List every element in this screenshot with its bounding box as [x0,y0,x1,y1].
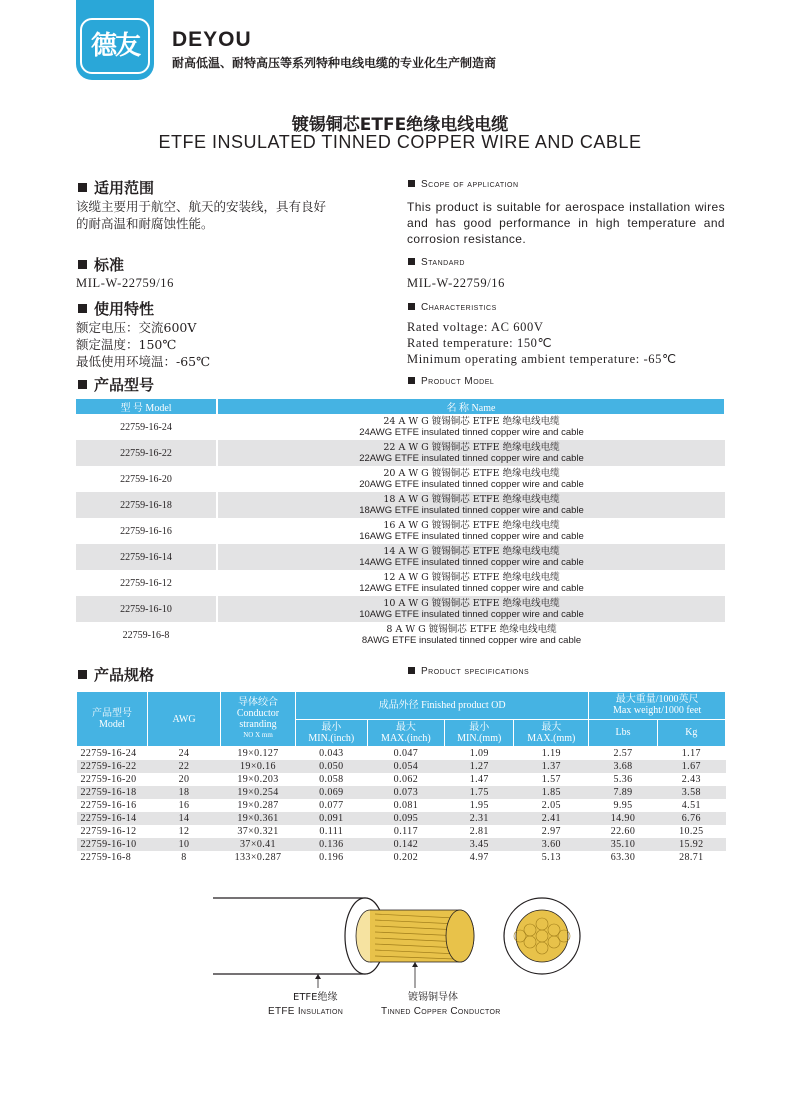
spec-max-mm: 1.37 [514,760,589,773]
spec-min-inch: 0.111 [319,826,344,837]
spec-max-inch-header [367,719,445,747]
conductor-label-en: Tinned Copper Conductor [381,1006,501,1017]
characteristic-cn: 最低使用环境温：-65℃ [76,354,211,369]
model-row [76,544,725,570]
page-title-en: ETFE INSULATED TINNED COPPER WIRE AND CABLE [158,132,642,152]
insulation-label-cn: ETFE绝缘 [293,992,338,1003]
characteristics-heading-en: Characteristics [408,302,497,313]
spec-conductor-header-en1: Conductor [236,708,280,719]
logo: 德友 [80,18,150,74]
model-name [217,570,725,596]
spec-model-header [77,692,148,747]
spec-lbs: 35.10 [589,838,657,851]
spec-stranding: 19×0.127 [237,748,279,759]
spec-max-mm: 1.85 [514,786,589,799]
model-row [76,466,725,492]
model-row [76,596,725,622]
model-name [217,518,725,544]
spec-awg: 18 [148,786,221,799]
scope-heading-en: Scope of application [408,179,519,190]
model-name [217,466,725,492]
standard-value-cn: MIL-W-22759/16 [76,276,174,290]
conductor-label-cn: 镀锡铜导体 [408,992,458,1003]
spec-max-inch: 0.095 [367,812,445,825]
spec-stranding: 37×0.321 [237,826,279,837]
spec-min-mm: 3.45 [445,838,514,851]
spec-max-mm: 1.19 [541,748,561,759]
model-name-cn: 10 A W G 镀锡铜芯 ETFE 绝缘电线电缆 [383,598,560,609]
characteristic-en: Minimum operating ambient temperature: -65℃ [407,352,677,366]
spec-row [77,825,726,838]
model-name-cn: 20 A W G 镀锡铜芯 ETFE 绝缘电线电缆 [383,468,560,479]
spec-conductor-header [221,692,296,747]
cable-cross-section [504,898,580,974]
model-name [217,492,725,518]
spec-row [77,747,726,761]
spec-row [77,786,726,799]
page-title-cn: 镀锡铜芯ETFE绝缘电线电缆 [291,115,509,135]
spec-row [77,838,726,851]
spec-max-inch: 0.054 [367,760,445,773]
spec-max-mm-cn: 最大 [541,721,562,733]
model-name-cn: 12 A W G 镀锡铜芯 ETFE 绝缘电线电缆 [383,572,560,583]
spec-table [76,691,726,864]
spec-model: 22759-16-24 [80,748,137,759]
spec-weight-header-cn: 最大重量/1000英尺 [615,694,699,706]
spec-max-inch-cn: 最大 [395,721,416,733]
conductor-pointer [412,962,418,988]
spec-kg-header: Kg [657,719,725,747]
spec-max-inch: 0.117 [393,826,418,837]
spec-kg: 10.25 [679,826,704,837]
model-row [76,492,725,518]
spec-max-inch: 0.073 [367,786,445,799]
spec-row [77,760,726,773]
spec-min-inch: 0.077 [319,800,344,811]
model-name-cn: 8 A W G 镀锡铜芯 ETFE 绝缘电线电缆 [386,624,557,635]
spec-row [77,851,726,864]
model-row [76,622,725,648]
spec-max-mm-header [514,719,589,747]
model-name [217,622,725,648]
model-col-header: 型 号 Model [76,399,217,414]
spec-max-mm: 2.41 [514,812,589,825]
spec-kg: 4.51 [681,800,701,811]
model-name-cn: 24 A W G 镀锡铜芯 ETFE 绝缘电线电缆 [383,416,560,427]
spec-kg: 15.92 [657,838,725,851]
spec-awg: 8 [181,852,187,863]
model-code: 22759-16-8 [76,622,217,648]
spec-min-inch-header [296,719,368,747]
model-code: 22759-16-20 [76,466,217,492]
spec-min-inch: 0.091 [296,812,368,825]
model-heading-en: Product Model [408,376,494,387]
spec-max-inch: 0.062 [393,774,419,785]
spec-lbs: 3.68 [589,760,657,773]
characteristic-cn: 额定电压：交流600V [76,320,197,335]
spec-min-mm-en: MIN.(mm) [457,732,502,744]
characteristic-cn: 额定温度：150℃ [76,337,177,352]
characteristics-heading-cn: 使用特性 [78,298,154,319]
model-code: 22759-16-22 [76,440,217,466]
scope-text-cn [76,198,376,232]
spec-awg: 10 [148,838,221,851]
spec-model: 22759-16-14 [77,812,148,825]
scope-text-cn-line2: 的耐高温和耐腐蚀性能。 [76,216,214,231]
model-code: 22759-16-12 [76,570,217,596]
spec-lbs: 2.57 [613,748,633,759]
spec-max-inch: 0.142 [367,838,445,851]
spec-min-mm: 4.97 [469,852,489,863]
spec-model: 22759-16-18 [77,786,148,799]
brand-name: DEYOU [172,28,252,51]
model-name-en: 18AWG ETFE insulated tinned copper wire and cable [359,505,584,516]
spec-min-mm: 1.75 [445,786,514,799]
model-code: 22759-16-16 [76,518,217,544]
spec-stranding: 19×0.287 [237,800,279,811]
model-name-en: 14AWG ETFE insulated tinned copper wire and cable [359,557,584,568]
spec-stranding: 37×0.41 [221,838,296,851]
spec-kg: 28.71 [679,852,704,863]
spec-awg: 24 [178,748,190,759]
cable-side-view [213,898,474,974]
spec-stranding: 19×0.361 [221,812,296,825]
spec-max-inch: 0.081 [393,800,419,811]
model-name [217,440,725,466]
spec-max-mm-en: MAX.(mm) [527,732,576,744]
model-row [76,570,725,596]
spec-model: 22759-16-20 [80,774,137,785]
model-name-en: 10AWG ETFE insulated tinned copper wire and cable [359,609,584,620]
spec-lbs: 7.89 [589,786,657,799]
spec-stranding: 133×0.287 [234,852,282,863]
model-name-en: 20AWG ETFE insulated tinned copper wire and cable [359,479,584,490]
spec-max-mm: 2.97 [541,826,561,837]
model-name-cn: 16 A W G 镀锡铜芯 ETFE 绝缘电线电缆 [383,520,560,531]
characteristics-list-en [407,319,677,367]
spec-awg: 12 [178,826,190,837]
insulation-label-en: ETFE Insulation [268,1006,344,1017]
model-name-cn: 18 A W G 镀锡铜芯 ETFE 绝缘电线电缆 [383,494,560,505]
spec-kg: 1.17 [681,748,701,759]
standard-value-en: MIL-W-22759/16 [407,276,505,290]
model-code: 22759-16-10 [76,596,217,622]
spec-conductor-header-en2: stranding [239,719,277,730]
characteristic-en: Rated voltage: AC 600V [407,320,544,334]
spec-min-mm-header [445,719,514,747]
spec-max-mm: 3.60 [514,838,589,851]
name-col-header: 名 称 Name [217,399,725,414]
spec-heading-cn: 产品规格 [78,664,154,685]
model-name-en: 8AWG ETFE insulated tinned copper wire and cable [361,635,582,646]
spec-lbs: 9.95 [613,800,633,811]
spec-max-mm: 2.05 [541,800,561,811]
scope-text-cn-line1: 该缆主要用于航空、航天的安装线，具有良好 [76,199,327,214]
model-name [217,414,725,440]
scope-text-en: This product is suitable for aerospace installation wires and has good performance in high temperature and corrosion resistance. [407,200,725,246]
characteristics-list-cn [76,319,210,370]
spec-min-mm: 1.09 [469,748,489,759]
model-table [76,399,726,648]
spec-od-header: 成品外径 Finished product OD [296,692,589,720]
spec-max-inch: 0.047 [393,748,419,759]
model-name-cn: 14 A W G 镀锡铜芯 ETFE 绝缘电线电缆 [383,546,560,557]
spec-conductor-header-unit: NO X mm [243,731,273,739]
spec-lbs: 22.60 [610,826,636,837]
spec-max-mm: 1.57 [541,774,561,785]
spec-min-inch-cn: 最小 [321,721,342,733]
spec-min-mm: 2.31 [445,812,514,825]
spec-max-inch: 0.202 [393,852,419,863]
spec-kg: 2.43 [681,774,701,785]
spec-min-inch: 0.069 [296,786,368,799]
spec-min-inch: 0.050 [296,760,368,773]
spec-lbs: 63.30 [610,852,636,863]
spec-model: 22759-16-12 [80,826,137,837]
model-code: 22759-16-18 [76,492,217,518]
spec-stranding: 19×0.254 [221,786,296,799]
spec-min-inch-en: MIN.(inch) [308,732,355,744]
spec-heading-en: Product specifications [408,666,529,677]
spec-max-mm: 5.13 [541,852,561,863]
spec-kg: 6.76 [657,812,725,825]
spec-kg: 1.67 [657,760,725,773]
spec-min-inch: 0.136 [296,838,368,851]
spec-awg: 20 [178,774,190,785]
spec-lbs-header: Lbs [589,719,657,747]
spec-min-inch: 0.196 [319,852,344,863]
spec-awg: 22 [148,760,221,773]
spec-min-mm: 2.81 [469,826,489,837]
spec-kg: 3.58 [657,786,725,799]
spec-min-inch: 0.058 [319,774,344,785]
model-name [217,544,725,570]
spec-min-mm-cn: 最小 [469,721,490,733]
spec-stranding: 19×0.203 [237,774,279,785]
model-name [217,596,725,622]
spec-row [77,773,726,786]
model-heading-cn: 产品型号 [78,374,154,395]
model-row [76,440,725,466]
model-name-en: 24AWG ETFE insulated tinned copper wire and cable [359,427,584,438]
spec-lbs: 14.90 [589,812,657,825]
spec-min-inch: 0.043 [319,748,344,759]
tagline: 耐高低温、耐特高压等系列特种电线电缆的专业化生产制造商 [172,56,497,70]
model-code: 22759-16-24 [76,414,217,440]
spec-weight-header [589,692,726,720]
spec-model: 22759-16-22 [77,760,148,773]
spec-min-mm: 1.47 [469,774,489,785]
spec-conductor-header-cn: 导体绞合 [238,697,278,708]
spec-awg: 16 [178,800,190,811]
spec-stranding: 19×0.16 [221,760,296,773]
spec-awg-header: AWG [148,692,221,747]
spec-row [77,812,726,825]
model-name-cn: 22 A W G 镀锡铜芯 ETFE 绝缘电线电缆 [383,442,560,453]
spec-model-header-cn: 产品型号 [92,708,132,719]
model-name-en: 22AWG ETFE insulated tinned copper wire and cable [359,453,584,464]
model-name-en: 12AWG ETFE insulated tinned copper wire and cable [359,583,584,594]
spec-row [77,799,726,812]
spec-model: 22759-16-10 [77,838,148,851]
spec-model: 22759-16-16 [80,800,137,811]
spec-weight-header-en: Max weight/1000 feet [613,705,702,717]
spec-min-mm: 1.27 [445,760,514,773]
characteristic-en: Rated temperature: 150℃ [407,336,553,350]
model-row [76,414,725,440]
scope-heading-cn: 适用范围 [78,177,154,198]
spec-min-mm: 1.95 [469,800,489,811]
standard-heading-en: Standard [408,257,465,268]
spec-model-header-en: Model [98,719,126,730]
model-name-en: 16AWG ETFE insulated tinned copper wire and cable [359,531,584,542]
model-row [76,518,725,544]
insulation-pointer [315,974,321,988]
spec-max-inch-en: MAX.(inch) [381,732,431,744]
model-code: 22759-16-14 [76,544,217,570]
standard-heading-cn: 标准 [78,254,124,275]
spec-lbs: 5.36 [613,774,633,785]
spec-model: 22759-16-8 [80,852,132,863]
spec-awg: 14 [148,812,221,825]
